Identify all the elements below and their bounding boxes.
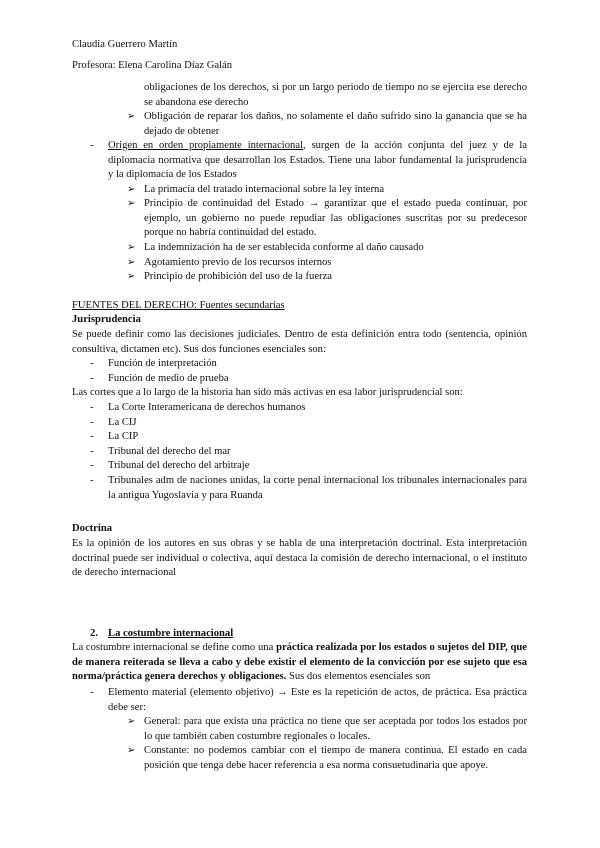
origen-text: , surgen de la acción conjunta del juez y de la diplomacia normativa que desarrollan los Estados. Tiene una labor fundamental la jurisprudencia y la diplomacia de los Estados	[108, 140, 528, 181]
arrow-bullet-icon: ➢	[127, 271, 136, 282]
section-heading: FUENTES DEL DERECHO: Fuentes secundarias	[72, 300, 285, 311]
costumbre-title: La costumbre internacional	[108, 628, 234, 639]
arrow-bullet-icon: ➢	[127, 242, 136, 253]
dash-bullet: -	[90, 446, 94, 457]
list-item: La indemnización ha de ser establecida conforme al daño causado	[144, 242, 424, 253]
arrow-bullet-icon: ➢	[127, 198, 136, 209]
costumbre-intro: La costumbre internacional se define como una práctica realizada por los estados o sujetos del DIP, que de manera reiterada se lleva a cabo y debe existir el elemento de la convicción por ese sujeto que esa norma/práctica genera derechos y obligaciones. Sus dos elementos esenciales son	[72, 642, 528, 683]
dash-bullet: -	[90, 140, 94, 151]
list-item: Función de medio de prueba	[108, 373, 229, 384]
list-item: Tribunal del derecho del mar	[108, 446, 231, 457]
list-item: Constante: no podemos cambiar con el tiempo de manera continua. El estado en cada posición que tenga debe hacer referencia a esa norma consuetudinaria que apoye.	[144, 745, 527, 771]
dash-bullet: -	[90, 358, 94, 369]
arrow-bullet-icon: ➢	[127, 716, 136, 727]
list-item: Agotamiento previo de los recursos internos	[144, 257, 332, 268]
cortes-intro: Las cortes que a lo largo de la historia han sido más activas en esa labor jurisprudencial son:	[72, 387, 463, 398]
dash-bullet: -	[90, 687, 94, 698]
list-item: Elemento material (elemento objetivo) → Este es la repetición de actos, de práctica. Esa práctica debe ser:	[108, 687, 527, 713]
list-item: General: para que exista una práctica no tiene que ser aceptada por todos los estados por lo que también caben costumbre regionales o locales.	[144, 716, 527, 742]
dash-bullet: -	[90, 402, 94, 413]
doctrina-text: Es la opinión de los autores en sus obras y se habla de una interpretación doctrinal. Esta interpretación doctrinal puede ser individual o colectiva, aquí destaca la comisión de derecho internacional, o el instituto de derecho internacional	[72, 538, 527, 579]
jurisprudencia-title: Jurisprudencia	[72, 314, 141, 325]
origen-paragraph	[108, 139, 527, 183]
arrow-bullet-icon: ➢	[127, 184, 136, 195]
list-item: Principio de continuidad del Estado → garantizar que el estado pueda continuar, por ejemplo, un gobierno no puede repudiar las obligaciones suscritas por su predecesor porque no habría continuidad del estado.	[144, 198, 527, 239]
list-item: La Corte Interamericana de derechos humanos	[108, 402, 306, 413]
doctrina-title: Doctrina	[72, 523, 113, 534]
origen-title: Origen en orden propiamente internacional	[108, 140, 303, 151]
continuation-text: obligaciones de los derechos, si por un largo periodo de tiempo no se ejercita ese derecho se abandona ese derecho	[144, 82, 527, 108]
arrow-bullet-icon: ➢	[127, 111, 136, 122]
author-name: Claudia Guerrero Martín	[72, 39, 178, 50]
list-item: Tribunal del derecho del arbitraje	[108, 460, 250, 471]
dash-bullet: -	[90, 417, 94, 428]
dash-bullet: -	[90, 460, 94, 471]
dash-bullet: -	[90, 475, 94, 486]
dash-bullet: -	[90, 373, 94, 384]
list-item: Obligación de reparar los daños, no solamente el daño sufrido sino la ganancia que se ha dejado de obtener	[144, 111, 527, 137]
list-item: Tribunales adm de naciones unidas, la corte penal internacional los tribunales internacionales para la antigua Yugoslavia y para Ruanda	[108, 475, 527, 501]
list-item: Función de interpretación	[108, 358, 217, 369]
list-item: La CIP	[108, 431, 139, 442]
jurisprudencia-text: Se puede definir como las decisiones judiciales. Dentro de esta definición entra todo (sentencia, opinión consultiva, dictamen etc). Sus dos funciones esenciales son:	[72, 329, 527, 355]
section-number: 2.	[90, 628, 98, 639]
arrow-bullet-icon: ➢	[127, 257, 136, 268]
list-item: La CIJ	[108, 417, 137, 428]
dash-bullet: -	[90, 431, 94, 442]
list-item: La primacía del tratado internacional sobre la ley interna	[144, 184, 385, 195]
arrow-bullet-icon: ➢	[127, 745, 136, 756]
list-item: Principio de prohibición del uso de la fuerza	[144, 271, 332, 282]
professor-name: Profesora: Elena Carolina Díaz Galán	[72, 60, 233, 71]
